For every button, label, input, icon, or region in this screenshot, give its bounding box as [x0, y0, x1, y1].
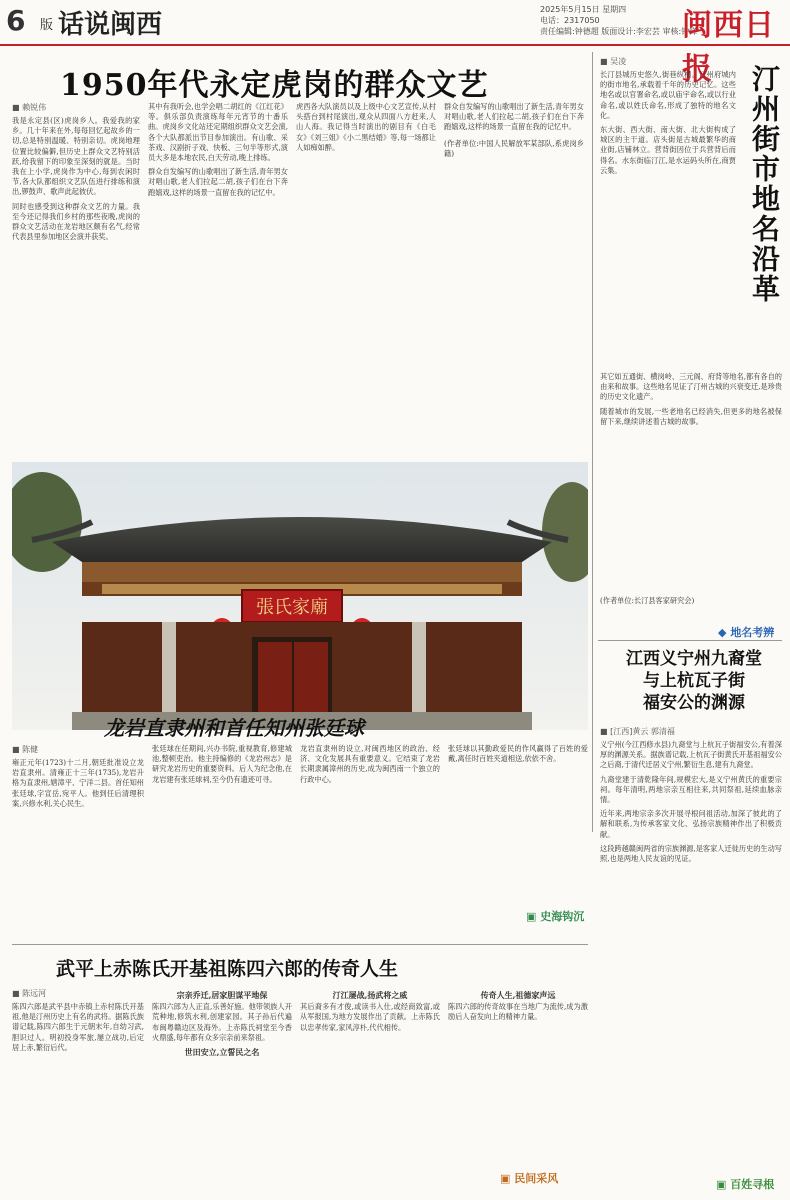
article3-subhead: 世田安立,立誓民之名	[184, 1047, 260, 1058]
article4-text-lower	[600, 372, 782, 592]
article3-title: 武平上赤陈氏开基祖陈四六郎的传奇人生	[56, 958, 399, 980]
article2-col4	[448, 744, 588, 904]
article3-byline: ■ 陈远河	[12, 989, 47, 998]
article2-title: 龙岩直隶州和首任知州张廷球	[104, 716, 364, 740]
article1-col2	[148, 102, 288, 456]
article2-para: 张廷球在任期间,兴办书院,重视教育,修建城池,整顿吏治。他主持编修的《龙岩州志》是研究龙岩历史的重要资料。后人为纪念他,在龙岩建有张廷球祠,至今仍有遗迹可寻。	[152, 744, 292, 784]
article4-title: 汀州街市地名沿革	[748, 64, 781, 304]
article5-text	[600, 740, 782, 1170]
article3-para: 陈四六郎是武平县中赤镇上赤村陈氏开基祖,他是汀州历史上有名的武将。据陈氏族谱记载,陈四六郎生于元朝末年,自幼习武,胆识过人。明初投身军旅,屡立战功,后定居上赤,繁衍后代。	[12, 1002, 144, 1052]
article1-author: 赖锐伟	[22, 103, 47, 112]
article3-author: 陈远河	[22, 989, 47, 998]
article1-byline: ■ 赖锐伟	[12, 103, 47, 112]
article5-section-tag: ▣ 百姓寻根	[716, 1178, 775, 1191]
temple-photo-svg	[12, 462, 588, 730]
article5-para: 九裔堂建于清乾隆年间,规模宏大,是义宁州黄氏的重要宗祠。每年清明,两地宗亲互相往来,共同祭祖,延续血脉亲情。	[600, 774, 782, 805]
article1-para: 同时也感受到这种群众文艺的力量。我至今还记得我们乡村的那些夜晚,虎岗的群众文艺活动在龙岩地区颇有名气,经常代表县里参加地区会演并获奖。	[12, 201, 140, 242]
article4-para: 随着城市的发展,一些老地名已经消失,但更多的地名被保留下来,继续讲述着古城的故事。	[600, 406, 782, 426]
article4-para: 其它如五通街、横岗岭、三元阁、府背等地名,都有各自的由来和故事。这些地名见证了汀州古城的兴衰变迁,是珍贵的历史文化遗产。	[600, 372, 782, 402]
phone-number: 电话：2317050	[540, 16, 600, 25]
article3-col3	[300, 988, 440, 1194]
article4-section-tag: ◆ 地名考辨	[718, 626, 775, 639]
article2-col3	[300, 744, 440, 938]
article2-para: 雍正元年(1723)十二月,朝廷批准设立龙岩直隶州。清雍正十三年(1735),龙岩升格为直隶州,辖漳平、宁洋二县。首任知州张廷球,字宣岳,宛平人。他到任后清理积案,兴修水利,关心民生。	[12, 758, 144, 808]
article3-subhead: 汀江屡战,扬武将之威	[332, 990, 408, 1000]
section-tag-icon: ▣	[526, 910, 537, 923]
article3-para: 陈四六郎的传奇故事在当地广为流传,成为激励后人奋发向上的精神力量。	[448, 1002, 588, 1022]
editor-credits: 责任编辑:钟德超 版面设计:李宏芸 审核:钟锋	[540, 27, 698, 36]
article5-title-line1: 江西义宁州九裔堂	[626, 649, 762, 669]
temple-plaque-text: 張氏家廟	[256, 597, 328, 618]
article4-para: 长汀县城历史悠久,街巷纵横。汀州府城内的街市地名,承载着千年的历史记忆。这些地名或以官署命名,或以庙宇命名,或以行业命名,或以姓氏命名,形成了独特的地名文化。	[600, 70, 736, 120]
header-rule	[0, 44, 790, 46]
article4-para: 东大街、西大街、南大街、北大街构成了城区的主干道。店头街是古城最繁华的商业街,店铺林立。营背街因位于兵营背后而得名。水东街临汀江,是水运码头所在,商贾云集。	[600, 125, 736, 175]
issue-date: 2025年5月15日 星期四	[540, 5, 627, 14]
newspaper-logo: 闽西日报	[682, 8, 775, 87]
article3-section-tag: ▣ 民间采风	[500, 1172, 559, 1185]
article1-title: 1950年代永定虎岗的群众文艺	[60, 68, 489, 103]
article5-para: 近年来,两地宗亲多次开展寻根问祖活动,加深了彼此的了解和联系,为传承客家文化、弘扬宗族精神作出了积极贡献。	[600, 809, 782, 839]
article4-closing: (作者单位:长汀县客家研究会)	[600, 596, 695, 605]
article3-subhead: 宗亲乔迁,居家胆谋平地保	[176, 990, 268, 1000]
page-unit: 版	[40, 18, 54, 33]
article5-title-line3: 福安公的渊源	[643, 693, 745, 713]
article5-title-line2: 与上杭瓦子街	[643, 671, 745, 691]
article3-col4	[448, 988, 588, 1158]
article5-title	[610, 648, 778, 714]
location-pin-icon: ◆	[718, 626, 727, 639]
article1-col3	[296, 102, 436, 456]
article3-col2	[152, 988, 292, 1194]
article2-col2	[152, 744, 292, 938]
article-divider	[12, 944, 588, 945]
article3-subhead: 传奇人生,祖德家声远	[480, 990, 556, 1000]
article1-col4	[444, 102, 584, 456]
article2-author: 陈健	[22, 745, 39, 754]
article4-byline: ■ 吴凌	[600, 57, 627, 66]
article4-author: 吴凌	[610, 57, 627, 66]
article-divider	[598, 640, 782, 641]
article5-para: 这段跨越赣闽两省的宗族渊源,是客家人迁徙历史的生动写照,也是两地人民友谊的见证。	[600, 843, 782, 864]
article3-para: 陈四六郎为人正直,乐善好施。他带领族人开荒种地,修筑水利,创建家园。其子孙后代遍布闽粤赣边区及海外。上赤陈氏祠堂至今香火鼎盛,每年都有众多宗亲前来祭祖。	[152, 1002, 292, 1042]
article2-para: 龙岩直隶州的设立,对闽西地区的政治、经济、文化发展具有重要意义。它结束了龙岩长期隶属漳州的历史,成为闽西南一个独立的行政中心。	[300, 744, 440, 784]
section-tag-icon: ▣	[716, 1178, 727, 1191]
article3-col1	[12, 1002, 144, 1194]
article1-para: 虎西各大队演员以及上级中心文艺宣传,从村头搭台到村尾演出,观众从四面八方赶来,人山人海。我记得当时演出的剧目有《白毛女》《刘三姐》《小二黑结婚》等,每一场都让人如痴如醉。	[296, 102, 436, 152]
temple-photo	[12, 462, 588, 730]
article5-byline: ■ [江西]黄云 郭清福	[600, 727, 675, 736]
page-meta	[540, 4, 697, 37]
page-number: 6	[6, 4, 26, 37]
article2-byline: ■ 陈健	[12, 745, 39, 754]
article4-closing-block	[600, 596, 718, 636]
article1-para: 其中有我听会,也学会唱二胡红的《江红花》等。俱乐部负责演练每年元宵节的十番乐曲。虎岗乡文化站还定期组织群众文艺会演,各个大队都派出节目参加演出。有山歌、采茶戏、汉剧折子戏、快板、三句半等形式,演员大多是本地农民,白天劳动,晚上排练。	[148, 102, 288, 163]
section-tag-icon: ▣	[500, 1172, 511, 1185]
article2-col1	[12, 758, 144, 938]
article1-para: 群众自发编写的山歌唱出了新生活,青年男女对唱山歌,老人们拉起二胡,孩子们在台下奔跑嬉戏,这样的场景一直留在我的记忆中。	[148, 167, 288, 197]
column-divider	[592, 52, 593, 832]
article2-section-tag: ▣ 史海钩沉	[526, 910, 585, 923]
article5-para: 义宁州(今江西修水县)九裔堂与上杭瓦子街福安公,有着深厚的渊源关系。据族谱记载,上杭瓦子街黄氏开基祖福安公之后裔,于清代迁居义宁州,繁衍生息,建有九裔堂。	[600, 740, 782, 770]
page-section-name: 话说闽西	[58, 10, 163, 40]
article2-para: 张廷球以其勤政爱民的作风赢得了百姓的爱戴,离任时百姓夹道相送,依依不舍。	[448, 744, 588, 764]
article1-para: 我是永定县(区)虎岗乡人。我爱我的家乡。几十年来在外,每每回忆起故乡的一切,总是特别温暖、特别亲切。虎岗地理位置比较偏僻,但历史上群众文艺特别活跃,给我留下的印象至深刻的就是。当时我在上小学,虎岗作为中心,每到农闲时节,各大队都组织文艺队伍进行排练和演出,锣鼓声、歌声此起彼伏。	[12, 116, 140, 197]
article1-col1	[12, 116, 140, 456]
article1-closing: (作者单位:中国人民解放军某部队,系虎岗乡籍)	[444, 138, 584, 158]
article4-text-upper	[600, 70, 736, 370]
article5-author: [江西]黄云 郭清福	[610, 727, 675, 736]
article1-para: 群众自发编写的山歌唱出了新生活,青年男女对唱山歌,老人们拉起二胡,孩子们在台下奔跑嬉戏,这样的场景一直留在我的记忆中。	[444, 102, 584, 132]
article3-para: 其后裔多有才俊,或读书入仕,或经商致富,或从军报国,为地方发展作出了贡献。上赤陈氏以忠孝传家,家风淳朴,代代相传。	[300, 1002, 440, 1032]
